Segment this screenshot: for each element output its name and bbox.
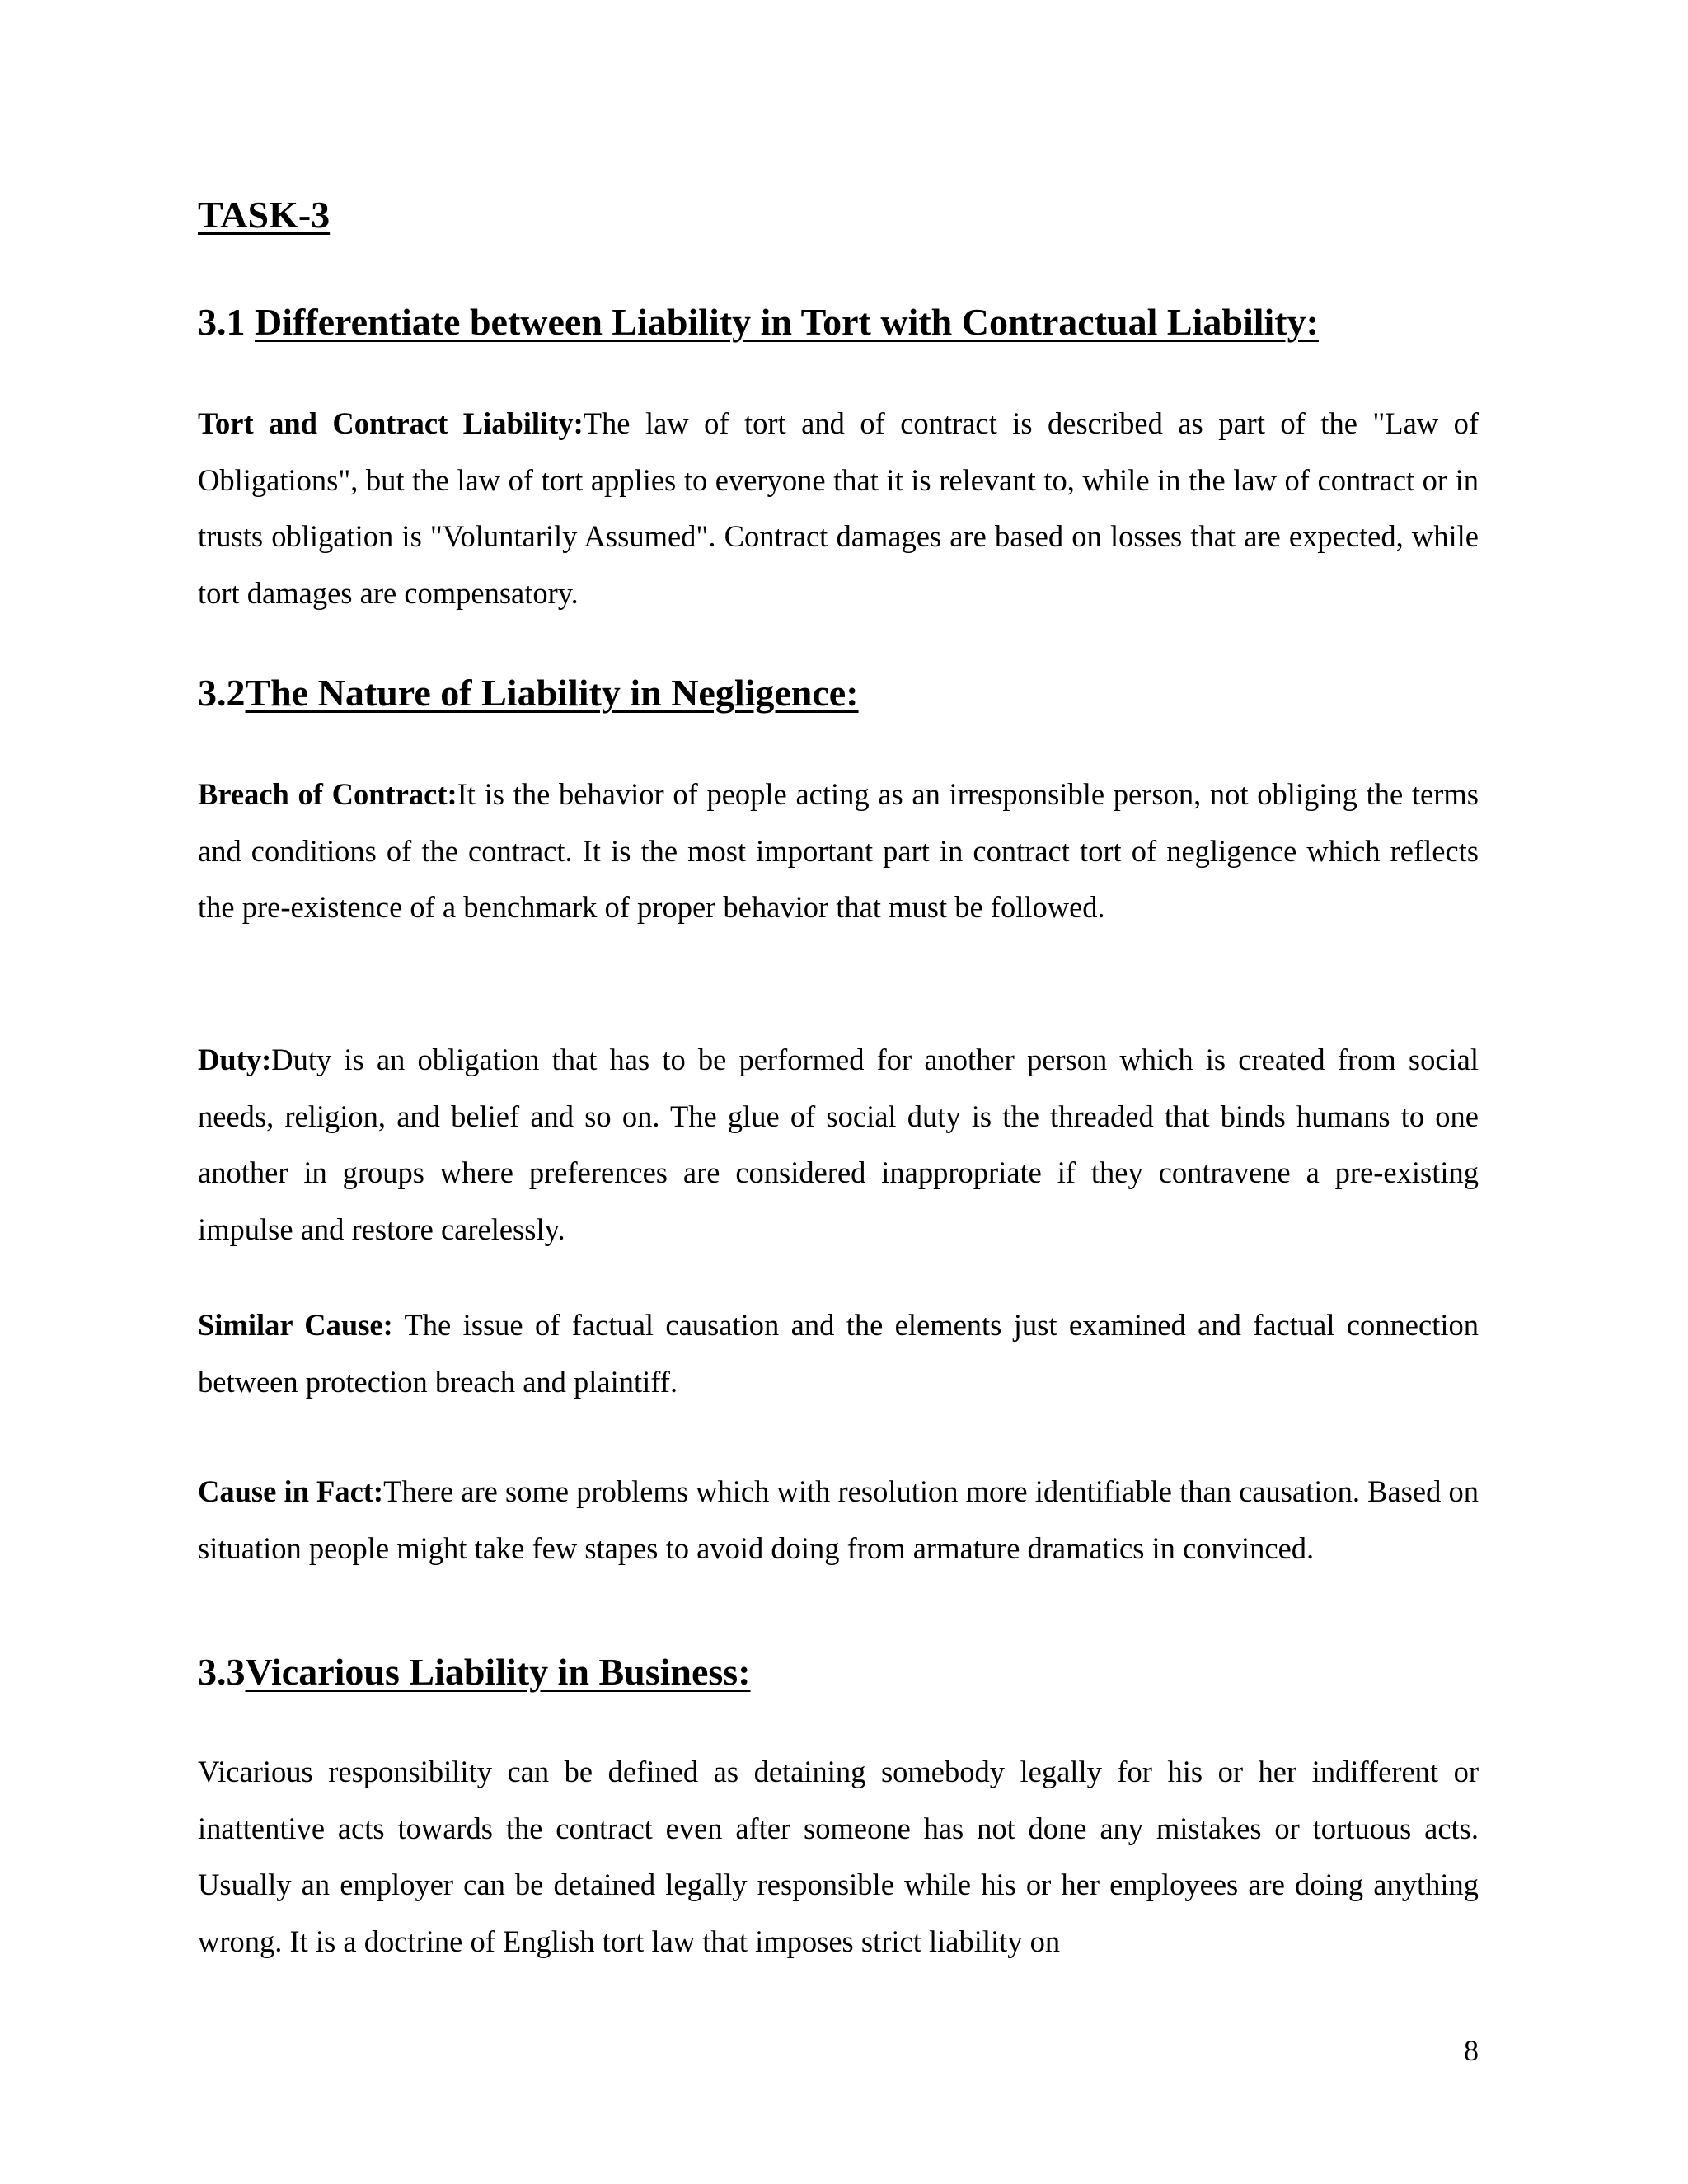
section-number: 3.1 <box>198 301 255 343</box>
paragraph-text: It is the behavior of people acting as an irresponsible person, not obliging the terms and conditions of the contract. It is the most important part in contract tort of negligence which reflects the pre-existence of a benchmark of proper behavior that must be followed. <box>198 777 1479 924</box>
paragraph-vicarious-liability <box>198 1744 1479 1970</box>
section-heading-3-3 <box>198 1653 751 1691</box>
paragraph-duty <box>198 1032 1479 1258</box>
section-title: The Nature of Liability in Negligence: <box>245 672 859 714</box>
paragraph-text: Duty is an obligation that has to be performed for another person which is created from social needs, religion, and belief and so on. The glue of social duty is the threaded that binds humans to one another in groups where preferences are considered inappropriate if they contravene a pre-existing impulse and restore carelessly. <box>198 1043 1479 1246</box>
paragraph-text: The issue of factual causation and the elements just examined and factual connection between protection breach and plaintiff. <box>198 1308 1479 1399</box>
paragraph-label: Similar Cause: <box>198 1308 393 1342</box>
paragraph-text: Vicarious responsibility can be defined as detaining somebody legally for his or her indifferent or inattentive acts towards the contract even after someone has not done any mistakes or tortuous acts. Usually an employer can be detained legally responsible while his or her employees are doing anything wrong. It is a doctrine of English tort law that imposes strict liability on <box>198 1755 1479 1958</box>
paragraph-label: Breach of Contract: <box>198 777 457 811</box>
paragraph-text: There are some problems which with resolution more identifiable than causation. Based on situation people might take few stapes to avoid doing from armature dramatics in convinced. <box>198 1474 1479 1565</box>
paragraph-breach-of-contract <box>198 766 1479 936</box>
page-number: 8 <box>1464 2034 1479 2067</box>
paragraph-cause-in-fact <box>198 1464 1479 1577</box>
paragraph-label: Cause in Fact: <box>198 1474 384 1508</box>
section-heading-3-2 <box>198 674 859 712</box>
task-title: TASK-3 <box>198 194 331 236</box>
section-number: 3.2 <box>198 672 246 714</box>
section-number: 3.3 <box>198 1651 246 1693</box>
paragraph-tort-and-contract-liability <box>198 396 1479 621</box>
document-page <box>198 0 1479 2184</box>
paragraph-text: The law of tort and of contract is described as part of the "Law of Obligations", but the law of tort applies to everyone that it is relevant to, while in the law of contract or in trusts obligation is "Voluntarily Assumed". Contract damages are based on losses that are expected, while tort damages are compensatory. <box>198 406 1479 610</box>
section-title: Vicarious Liability in Business: <box>245 1651 751 1693</box>
section-heading-3-1 <box>198 303 1319 341</box>
paragraph-label: Tort and Contract Liability: <box>198 406 584 440</box>
paragraph-label: Duty: <box>198 1043 272 1076</box>
paragraph-similar-cause <box>198 1297 1479 1410</box>
section-title: Differentiate between Liability in Tort with Contractual Liability: <box>255 301 1319 343</box>
